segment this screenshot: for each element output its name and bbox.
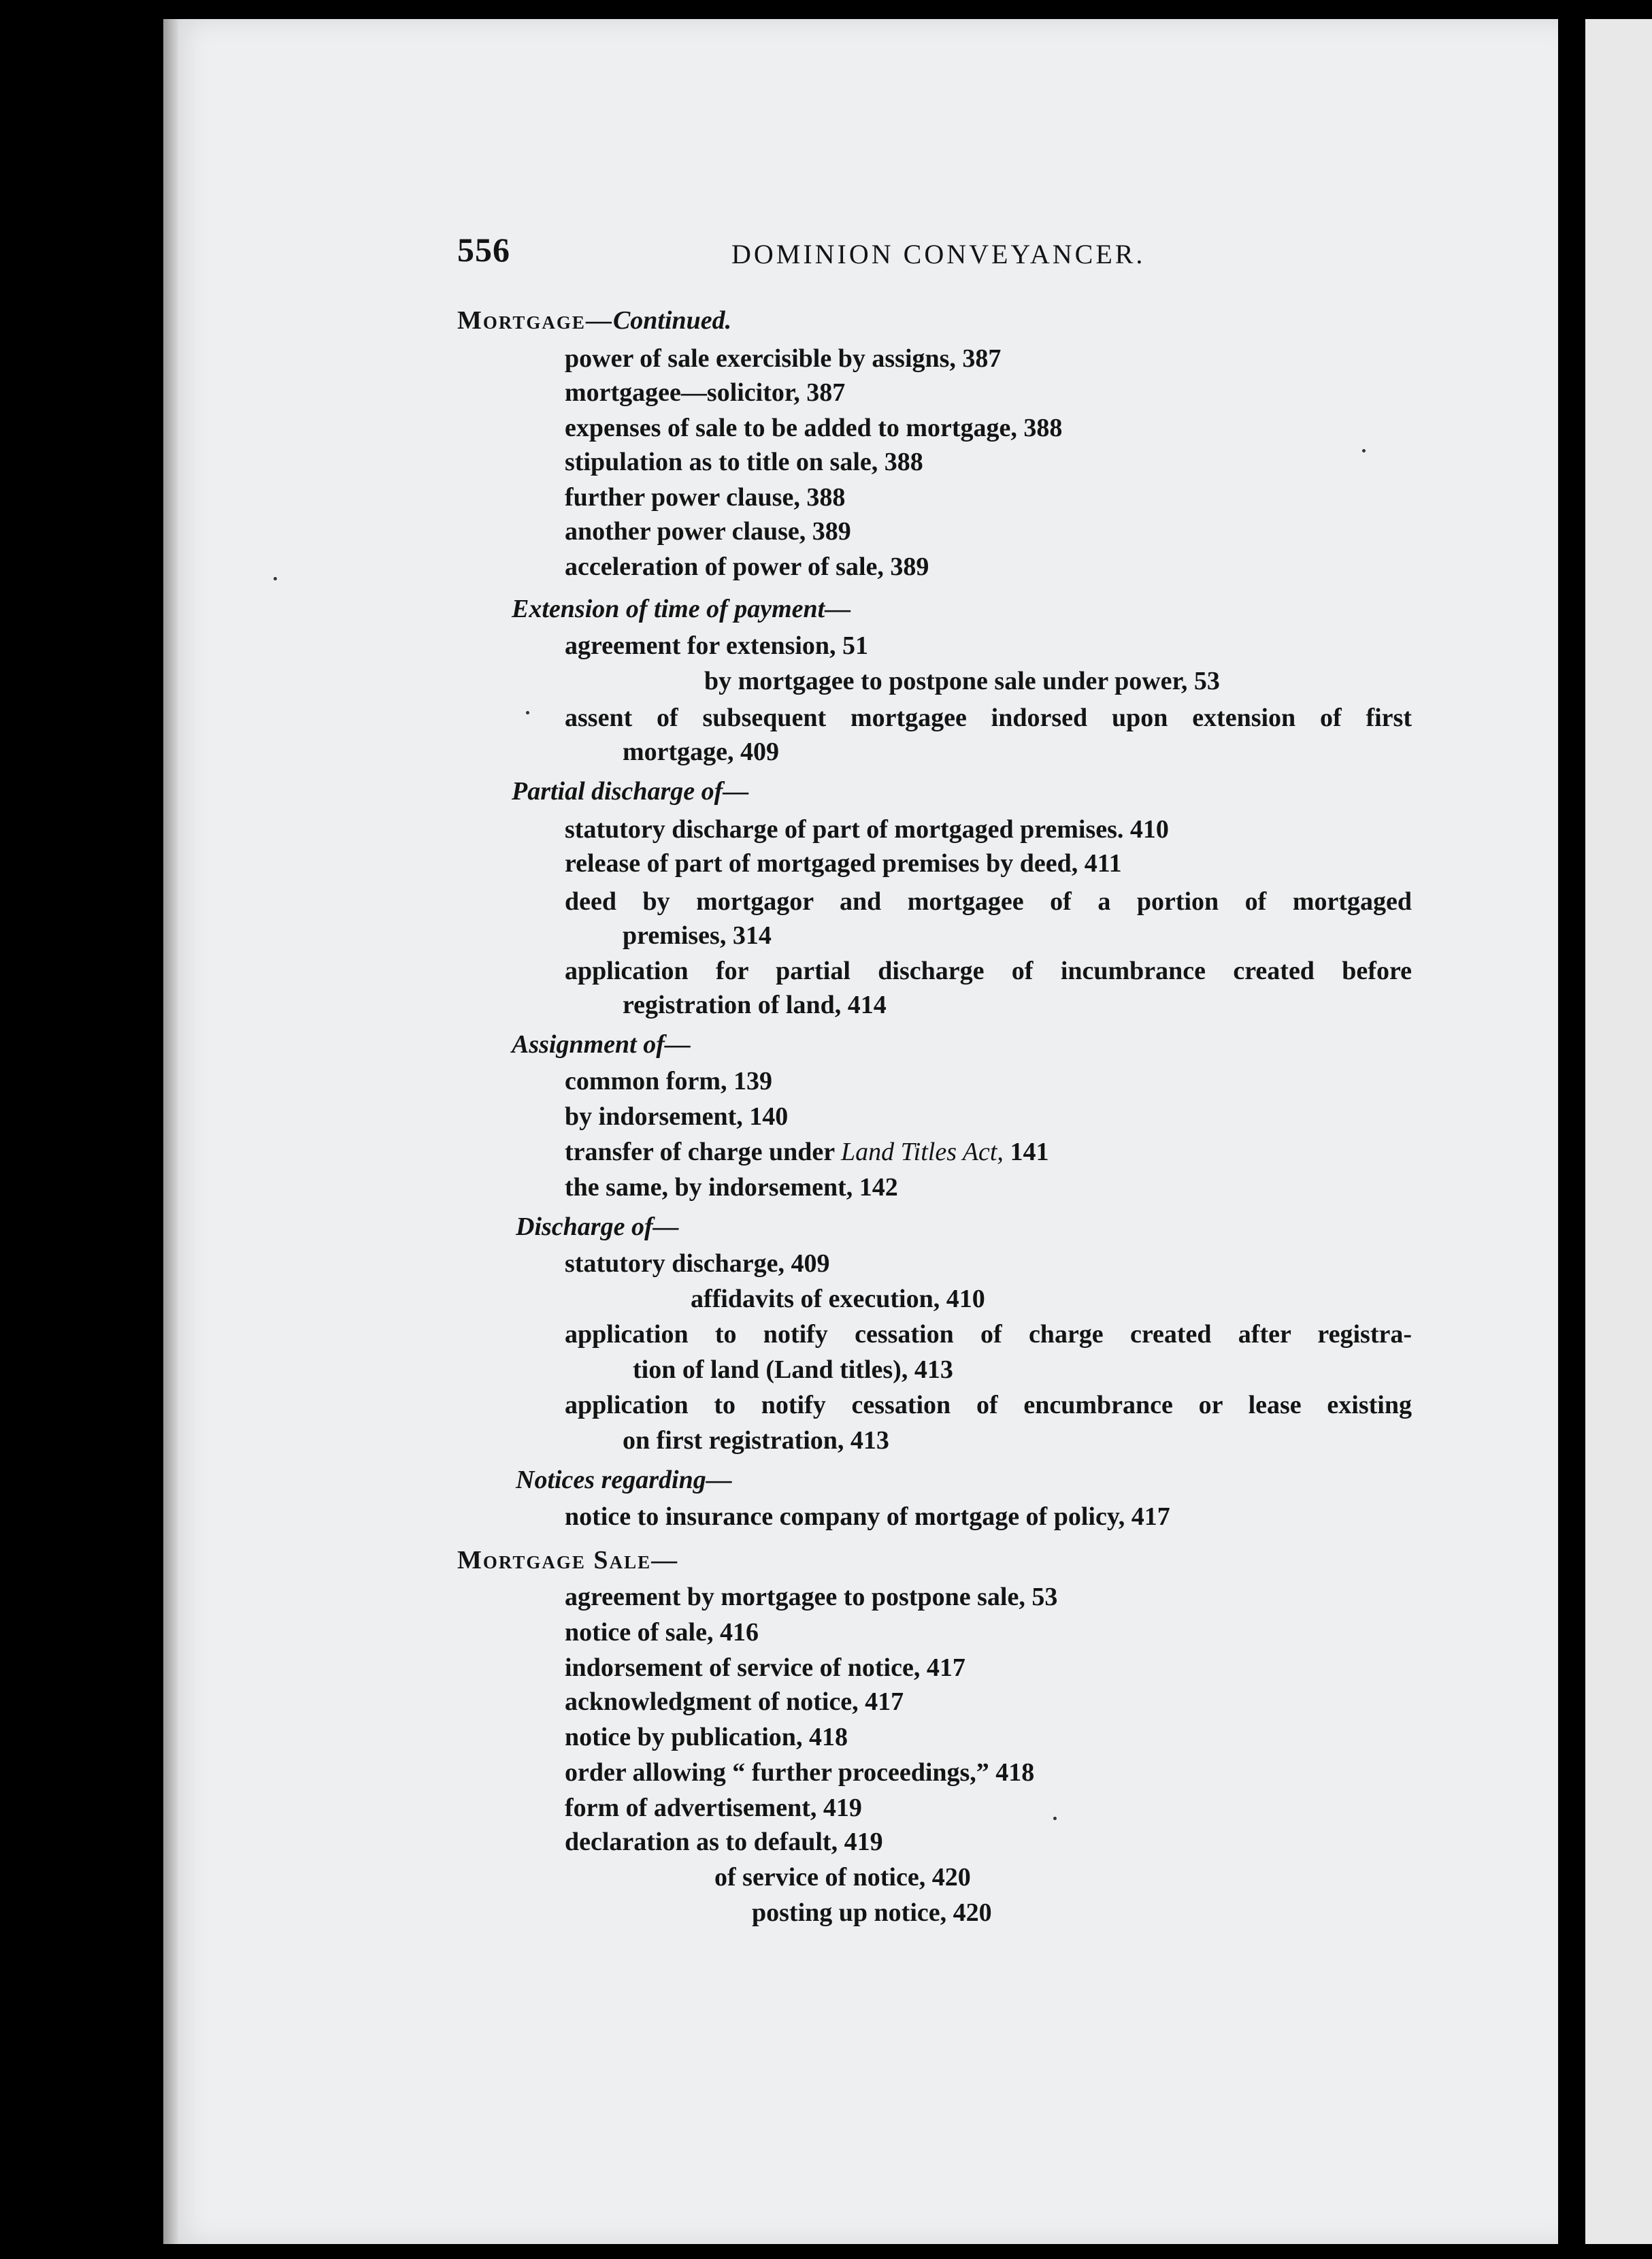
entry-page-ref: 141 (1003, 1138, 1049, 1166)
index-entry: by indorsement, 140 (565, 1102, 789, 1131)
index-entry: application to notify cessation of encumbrance or lease existing (565, 1391, 1412, 1419)
entry-text: transfer of charge under (565, 1138, 841, 1166)
index-entry: release of part of mortgaged premises by deed, 411 (565, 849, 1122, 878)
index-entry: expenses of sale to be added to mortgage, 388 (565, 414, 1063, 442)
index-entry: another power clause, 389 (565, 517, 851, 546)
subheading-partial-discharge: Partial discharge of— (512, 777, 749, 806)
index-entry: indorsement of service of notice, 417 (565, 1653, 965, 1682)
index-entry: order allowing “ further proceedings,” 418 (565, 1758, 1035, 1787)
section-heading-mortgage-sale: Mortgage Sale— (457, 1546, 679, 1574)
index-entry: notice by publication, 418 (565, 1723, 848, 1751)
index-entry: form of advertisement, 419 (565, 1794, 862, 1822)
index-entry: further power clause, 388 (565, 483, 846, 512)
index-entry: power of sale exercisible by assigns, 387 (565, 344, 1002, 373)
heading-label: Mortgage— (457, 306, 613, 335)
index-entry-continuation: premises, 314 (623, 921, 772, 950)
subheading-discharge: Discharge of— (516, 1213, 679, 1241)
section-heading-mortgage (457, 305, 731, 336)
index-entry-sub: of service of notice, 420 (714, 1863, 971, 1892)
index-entry-sub: by mortgagee to postpone sale under power, 53 (704, 667, 1220, 695)
index-entry: acceleration of power of sale, 389 (565, 553, 929, 581)
index-entry-continuation: mortgage, 409 (623, 738, 780, 766)
index-entry: common form, 139 (565, 1067, 772, 1095)
index-entry: mortgagee—solicitor, 387 (565, 378, 846, 407)
index-entry: acknowledgment of notice, 417 (565, 1687, 904, 1716)
index-entry: agreement by mortgagee to postpone sale, 53 (565, 1583, 1058, 1611)
index-entry: notice of sale, 416 (565, 1618, 759, 1647)
index-entry: agreement for extension, 51 (565, 631, 869, 660)
index-entry: declaration as to default, 419 (565, 1828, 883, 1856)
index-entry: deed by mortgagor and mortgagee of a portion of mortgaged (565, 887, 1412, 916)
index-entry-sub: posting up notice, 420 (752, 1898, 992, 1927)
index-entry-sub: affidavits of execution, 410 (691, 1285, 985, 1313)
index-entry: statutory discharge of part of mortgaged premises. 410 (565, 815, 1169, 844)
subheading-assignment: Assignment of— (512, 1030, 691, 1059)
index-entry: the same, by indorsement, 142 (565, 1173, 898, 1202)
index-entry: application for partial discharge of incumbrance created before (565, 957, 1412, 985)
heading-continued: Continued. (612, 306, 732, 335)
page-number: 556 (457, 231, 510, 269)
index-entry-continuation: tion of land (Land titles), 413 (633, 1355, 953, 1384)
index-entry (565, 1136, 1048, 1168)
index-entry-continuation: registration of land, 414 (623, 991, 887, 1019)
index-entry: assent of subsequent mortgagee indorsed upon extension of first (565, 704, 1412, 732)
subheading-extension: Extension of time of payment— (512, 595, 851, 623)
index-entry: stipulation as to title on sale, 388 (565, 448, 923, 476)
subheading-notices: Notices regarding— (516, 1466, 732, 1494)
index-entry: statutory discharge, 409 (565, 1249, 830, 1278)
index-entry: application to notify cessation of charge created after registra- (565, 1320, 1412, 1349)
running-title: DOMINION CONVEYANCER. (731, 239, 1146, 269)
act-title: Land Titles Act, (840, 1138, 1004, 1166)
index-entry: notice to insurance company of mortgage of policy, 417 (565, 1502, 1170, 1531)
index-entry-continuation: on first registration, 413 (623, 1426, 889, 1455)
